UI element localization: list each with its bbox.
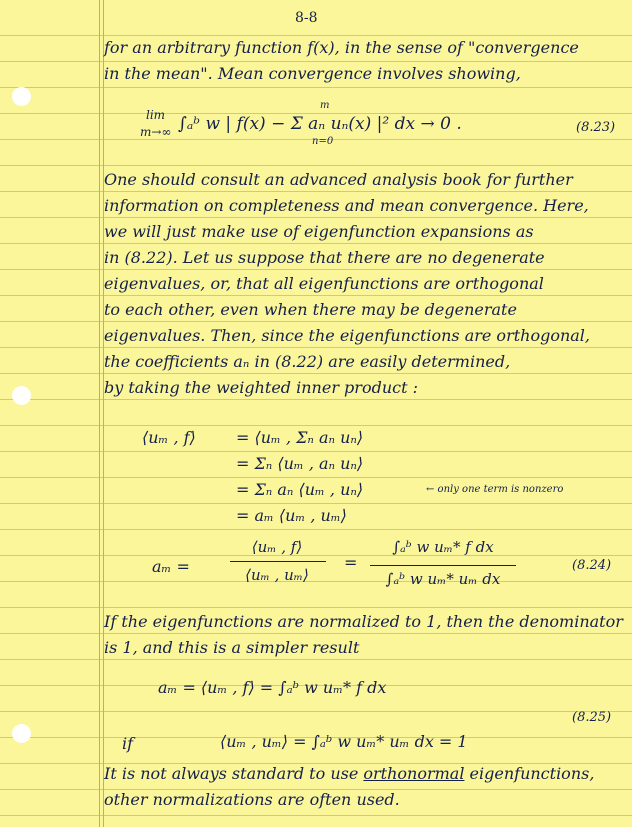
paragraph1-line2: in the mean". Mean convergence involves showing, (104, 64, 521, 83)
paragraph2-line5: eigenvalues, or, that all eigenfunctions are orthogonal (104, 274, 544, 293)
paragraph1-line1: for an arbitrary function f(x), in the sense of "convergence (104, 38, 579, 57)
eq-8-24-frac1-den: ⟨uₘ , uₘ⟩ (245, 566, 309, 584)
paragraph2-line8: the coefficients aₙ in (8.22) are easily determined, (104, 352, 511, 371)
paragraph4-line1-c: eigenfunctions, (464, 764, 595, 783)
paragraph2-line7: eigenvalues. Then, since the eigenfunctions are orthogonal, (104, 326, 590, 345)
derivation-note: ← only one term is nonzero (426, 484, 564, 495)
eq-8-24-lhs: aₘ = (152, 557, 190, 576)
paragraph2-line2: information on completeness and mean convergence. Here, (104, 196, 589, 215)
paragraph2-line3: we will just make use of eigenfunction expansions as (104, 222, 534, 241)
eq-8-24-frac2-num: ∫ₐᵇ w uₘ* f dx (392, 538, 494, 556)
paragraph3-line1: If the eigenfunctions are normalized to 1, then the denominator (104, 612, 623, 631)
eq-8-24-frac1-num: ⟨uₘ , f⟩ (251, 538, 303, 556)
eq-8-24-frac2-den: ∫ₐᵇ w uₘ* uₘ dx (385, 570, 501, 588)
eq-8-23-lim-sub: m→∞ (140, 125, 172, 139)
derivation-row2: = Σₙ ⟨uₘ , aₙ uₙ⟩ (236, 454, 364, 473)
page-number: 8-8 (295, 10, 318, 26)
eq-8-23-body: ∫ₐᵇ w | f(x) − Σ aₙ uₙ(x) |² dx → 0 . (178, 114, 462, 134)
eq-8-25-if: if (122, 734, 134, 753)
eq-8-25-line1: aₘ = ⟨uₘ , f⟩ = ∫ₐᵇ w uₘ* f dx (158, 678, 387, 697)
paragraph2-line1: One should consult an advanced analysis book for further (104, 170, 573, 189)
paragraph3-line2: is 1, and this is a simpler result (104, 638, 360, 657)
eq-8-23-sum-top: m (320, 100, 330, 111)
eq-8-24-frac1-bar (230, 561, 326, 562)
paragraph4-emphasis: orthonormal (363, 764, 465, 783)
eq-8-23-sum-bottom: n=0 (312, 136, 334, 147)
eq-8-24-frac2-bar (370, 565, 516, 566)
binder-hole-middle (12, 386, 31, 405)
derivation-row3: = Σₙ aₙ ⟨uₘ , uₙ⟩ (236, 480, 364, 499)
paragraph4-line1 (104, 764, 594, 784)
eq-8-23-number: (8.23) (576, 120, 616, 135)
paragraph4-line2: other normalizations are often used. (104, 790, 400, 809)
margin-line-left-inner (103, 0, 104, 827)
paragraph2-line4: in (8.22). Let us suppose that there are no degenerate (104, 248, 545, 267)
eq-8-24-equals: = (344, 553, 358, 572)
paragraph2-line6: to each other, even when there may be degenerate (104, 300, 517, 319)
paragraph2-line9: by taking the weighted inner product : (104, 378, 418, 397)
paragraph4-line1-a: It is not always standard to use (104, 764, 364, 783)
derivation-row1: = ⟨uₘ , Σₙ aₙ uₙ⟩ (236, 428, 364, 447)
eq-8-25-number: (8.25) (572, 710, 612, 725)
binder-hole-bottom (12, 724, 31, 743)
derivation-lhs: ⟨uₘ , f⟩ (142, 428, 196, 447)
margin-line-left (99, 0, 100, 827)
eq-8-23-lim: lim (146, 108, 166, 122)
binder-hole-top (12, 87, 31, 106)
derivation-row4: = aₘ ⟨uₘ , uₘ⟩ (236, 506, 347, 525)
eq-8-24-number: (8.24) (572, 558, 612, 573)
eq-8-25-line2: ⟨uₘ , uₘ⟩ = ∫ₐᵇ w uₘ* uₘ dx = 1 (220, 732, 468, 751)
